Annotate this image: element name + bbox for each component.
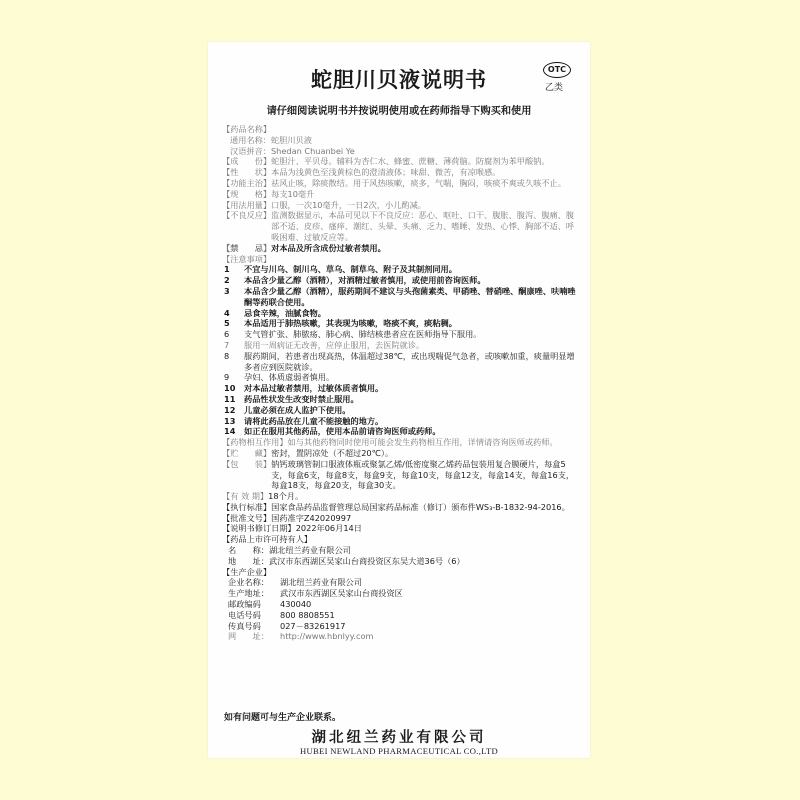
drug-name-header-row bbox=[222, 124, 582, 135]
package-label: 【包 装】 bbox=[222, 458, 272, 469]
usage-label: 【用法用量】 bbox=[222, 199, 272, 210]
note-number: 10 bbox=[224, 383, 236, 394]
ingredients-label: 【成 份】 bbox=[222, 156, 272, 167]
adverse: 监测数据显示，本品可见以下不良反应：恶心、呕吐、口干、腹胀、腹泻、腹痛、腹部不适、皮疹、瘙痒、潮红、头晕、头痛、乏力、嗜睡、发热、心悸、胸部不适、呼吸困难、过敏反应等。 bbox=[271, 210, 575, 242]
holder-address: 武汉市东西湖区吴家山台商投资区东吴大道36号（6） bbox=[268, 555, 465, 566]
validity: 18个月。 bbox=[268, 491, 304, 502]
package-row bbox=[222, 459, 582, 491]
ingredients: 蛇胆汁、平贝母。辅料为杏仁水、蜂蜜、蔗糖、薄荷脑。防腐剂为苯甲酸钠。 bbox=[271, 156, 550, 167]
maker-zip-label: 邮政编码 bbox=[228, 599, 261, 610]
holder-address-label: 地 址： bbox=[228, 555, 269, 566]
company-name-cn: 湖北纽兰药业有限公司 bbox=[311, 729, 487, 746]
note-text: 支气管扩张、肺脓疡、肺心病、肺结核患者应在医师指导下服用。 bbox=[244, 329, 482, 340]
holder-name-label: 名 称： bbox=[228, 545, 269, 556]
notes-label: 【注意事项】 bbox=[222, 253, 272, 264]
storage-row bbox=[222, 448, 582, 459]
pinyin: Shedan Chuanbei Ye bbox=[270, 145, 355, 156]
note-text: 本品适用于肺热咳嗽，其表现为咳嗽，咯痰不爽，痰粘稠。 bbox=[244, 318, 457, 329]
note-number: 2 bbox=[224, 275, 230, 286]
note-text: 服用一周病证无改善，应停止服用，去医院就诊。 bbox=[244, 339, 425, 350]
maker-tel: 800 8808551 bbox=[280, 609, 335, 620]
maker-header: 【生产企业】 bbox=[222, 566, 272, 577]
note-number: 11 bbox=[224, 393, 236, 404]
note-item bbox=[222, 426, 582, 437]
note-item bbox=[222, 416, 582, 427]
maker-tel-label: 电话号码 bbox=[228, 609, 261, 620]
note-text: 本品含少量乙醇（酒精），服药期间不建议与头孢菌素类、甲硝唑、替硝唑、酮康唑、呋喃唑酮等药联合使用。 bbox=[244, 285, 576, 307]
revision-row bbox=[222, 523, 582, 534]
maker-header-row bbox=[222, 567, 582, 578]
interaction: 如与其他药物同时使用可能会发生药物相互作用，详情请咨询医师或药师。 bbox=[287, 437, 558, 448]
note-text: 对本品过敏者禁用，过敏体质者慎用。 bbox=[244, 383, 384, 394]
pinyin-row bbox=[222, 146, 582, 157]
note-item bbox=[222, 318, 582, 329]
holder-name-row bbox=[222, 545, 582, 556]
revision-label: 【说明书修订日期】 bbox=[222, 523, 296, 534]
maker-zip-row bbox=[222, 599, 582, 610]
note-item bbox=[222, 372, 582, 383]
maker-web-row bbox=[222, 631, 582, 642]
contra: 对本品及所含成份过敏者禁用。 bbox=[271, 242, 386, 253]
contra-label: 【禁 忌】 bbox=[222, 242, 272, 253]
leaflet-subtitle: 请仔细阅读说明书并按说明使用或在药师指导下购买和使用 bbox=[266, 106, 532, 117]
leaflet-paper bbox=[208, 42, 590, 758]
note-number: 13 bbox=[224, 415, 236, 426]
note-item bbox=[222, 405, 582, 416]
otc-type-label: 乙类 bbox=[545, 83, 564, 93]
validity-label: 【有 效 期】 bbox=[222, 491, 269, 502]
note-number: 12 bbox=[224, 404, 236, 415]
package: 钠钙玻璃管制口服液体瓶或聚氯乙烯/低密度聚乙烯药品包装用复合膜硬片，每盒5支，每盒6支，每盒8支，每盒9支，每盒10支，每盒12支，每盒14支，每盒16支，每盒18支，每盒20支，每盒30支。 bbox=[271, 458, 575, 491]
standard-row bbox=[222, 502, 582, 513]
common-name-label: 通用名称： bbox=[230, 134, 271, 145]
standard: 国家食品药品监督管理总局国家药品标准（修订）颁布件WS₃-B-1832-94-2016。 bbox=[271, 501, 570, 512]
approval-row bbox=[222, 513, 582, 524]
note-item bbox=[222, 383, 582, 394]
holder-address-row bbox=[222, 556, 582, 567]
maker-name-row bbox=[222, 577, 582, 588]
otc-badge: OTC bbox=[543, 62, 571, 78]
standard-label: 【执行标准】 bbox=[222, 501, 272, 512]
adverse-label: 【不良反应】 bbox=[222, 210, 272, 221]
maker-name: 湖北纽兰药业有限公司 bbox=[280, 577, 362, 588]
maker-tel-row bbox=[222, 610, 582, 621]
contra-row bbox=[222, 243, 582, 254]
note-item bbox=[222, 308, 582, 319]
note-number: 3 bbox=[224, 285, 230, 296]
common-name-row bbox=[222, 135, 582, 146]
company-name-en: HUBEI NEWLAND PHARMACEUTICAL CO.,LTD bbox=[299, 746, 499, 756]
maker-fax: 027－83261917 bbox=[280, 620, 346, 631]
holder-header: 【药品上市许可持有人】 bbox=[222, 534, 313, 545]
properties-label: 【性 状】 bbox=[222, 167, 272, 178]
common-name: 蛇胆川贝液 bbox=[270, 134, 312, 145]
usage-row bbox=[222, 200, 582, 211]
holder-header-row bbox=[222, 534, 582, 545]
note-item bbox=[222, 286, 582, 308]
note-text: 忌食辛辣，油腻食物。 bbox=[244, 307, 326, 318]
approval-label: 【批准文号】 bbox=[222, 512, 272, 523]
notes-header-row bbox=[222, 254, 582, 265]
contact-note: 如有问题可与生产企业联系。 bbox=[224, 713, 342, 723]
spec-row bbox=[222, 189, 582, 200]
adverse-row bbox=[222, 210, 582, 242]
note-text: 不宜与川乌、制川乌、草乌、制草乌、附子及其制剂同用。 bbox=[244, 264, 457, 275]
note-text: 服药期间，若患者出现高热，体温超过38℃，或出现喘促气急者，或咳嗽加重，痰量明显增多者应到医院就诊。 bbox=[244, 350, 575, 372]
holder-name: 湖北纽兰药业有限公司 bbox=[268, 545, 351, 556]
approval: 国药准字Z42020997 bbox=[271, 512, 352, 523]
leaflet-title: 蛇胆川贝液说明书 bbox=[311, 67, 487, 92]
note-item bbox=[222, 329, 582, 340]
note-item bbox=[222, 275, 582, 286]
usage: 口服，一次10毫升，一日2次，小儿酌减。 bbox=[271, 199, 426, 210]
note-item bbox=[222, 340, 582, 351]
maker-zip: 430040 bbox=[280, 599, 312, 610]
maker-fax-row bbox=[222, 621, 582, 632]
note-text: 药品性状发生改变时禁止服用。 bbox=[244, 393, 359, 404]
indications-row bbox=[222, 178, 582, 189]
note-item bbox=[222, 394, 582, 405]
note-text: 儿童必须在成人监护下使用。 bbox=[244, 404, 351, 415]
maker-web-label: 网 址： bbox=[228, 631, 269, 642]
note-number: 4 bbox=[224, 307, 230, 318]
maker-address-label: 生产地址： bbox=[228, 588, 269, 599]
note-number: 14 bbox=[224, 426, 236, 437]
note-number: 7 bbox=[224, 339, 230, 350]
note-item bbox=[222, 351, 582, 373]
spec-label: 【规 格】 bbox=[222, 188, 272, 199]
properties: 本品为浅黄色至浅黄棕色的澄清液体；味甜、微苦，有凉喉感。 bbox=[271, 167, 501, 178]
indications: 祛风止咳，除痰散结。用于风热咳嗽，痰多，气喘，胸闷，咳痰不爽或久咳不止。 bbox=[271, 177, 566, 188]
indications-label: 【功能主治】 bbox=[222, 177, 272, 188]
pinyin-label: 汉语拼音： bbox=[230, 145, 271, 156]
revision: 2022年06月14日 bbox=[295, 523, 362, 534]
maker-address-row bbox=[222, 588, 582, 599]
ingredients-row bbox=[222, 156, 582, 167]
note-text: 本品含少量乙醇（酒精），对酒精过敏者慎用，或使用前咨询医师。 bbox=[244, 275, 486, 286]
properties-row bbox=[222, 167, 582, 178]
note-number: 9 bbox=[224, 372, 230, 383]
maker-address: 武汉市东西湖区吴家山台商投资区 bbox=[280, 588, 403, 599]
note-number: 1 bbox=[224, 264, 230, 275]
note-number: 6 bbox=[224, 329, 230, 340]
note-text: 孕妇、体质虚弱者慎用。 bbox=[244, 372, 335, 383]
note-item bbox=[222, 264, 582, 275]
interaction-row bbox=[222, 437, 582, 448]
interaction-label: 【药物相互作用】 bbox=[222, 437, 288, 448]
validity-row bbox=[222, 491, 582, 502]
drug-name-header: 【药品名称】 bbox=[222, 124, 272, 134]
leaflet-content bbox=[222, 124, 582, 642]
maker-web: http://www.hbnlyy.com bbox=[280, 631, 374, 642]
note-text: 请将此药品放在儿童不能接触的地方。 bbox=[244, 415, 384, 426]
storage: 密封，置阴凉处（不超过20℃）。 bbox=[271, 447, 394, 458]
spec: 每支10毫升 bbox=[271, 188, 315, 199]
note-text: 如正在服用其他药品，使用本品前请咨询医师或药师。 bbox=[244, 426, 441, 437]
note-number: 5 bbox=[224, 318, 230, 329]
storage-label: 【贮 藏】 bbox=[222, 447, 272, 458]
notes-list bbox=[222, 264, 582, 437]
maker-name-label: 企业名称： bbox=[228, 577, 269, 588]
maker-fax-label: 传真号码 bbox=[228, 620, 261, 631]
note-number: 8 bbox=[224, 350, 230, 361]
